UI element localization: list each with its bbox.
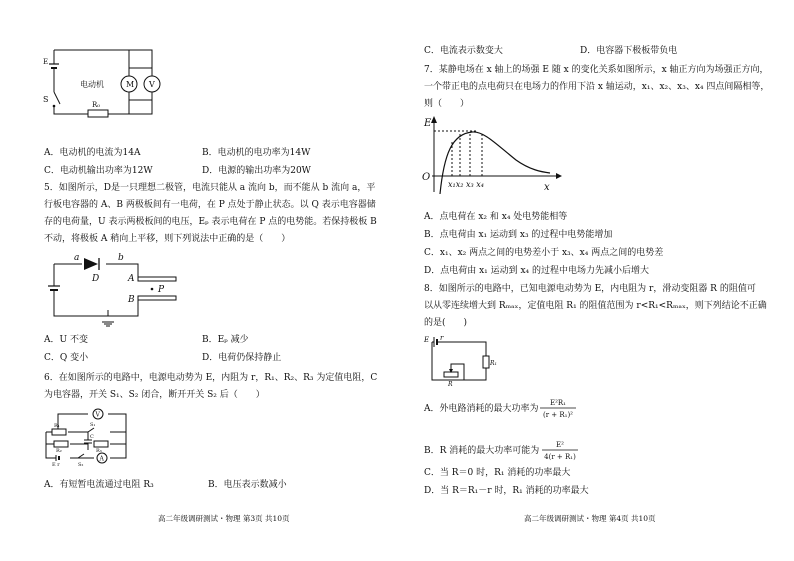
svg-text:R₀: R₀ bbox=[92, 101, 101, 109]
q8-circuit-diagram bbox=[424, 334, 496, 386]
svg-text:E: E bbox=[424, 336, 430, 344]
svg-text:E²R₁: E²R₁ bbox=[550, 399, 566, 407]
q5-line-1: 5．如图所示，D是一只理想二极管，电流只能从 a 流向 b，而不能从 b 流向 a，平 bbox=[44, 183, 376, 193]
svg-text:x: x bbox=[544, 182, 550, 193]
q7-option-a: A．点电荷在 x₂ 和 x₄ 处电势能相等 bbox=[424, 212, 568, 222]
footer-left: 高二年级调研测试・物理 第3页 共10页 bbox=[158, 514, 290, 523]
q7-option-c: C．x₁、x₂ 两点之间的电势差小于 x₃、x₄ 两点之间的电势差 bbox=[424, 248, 664, 258]
svg-text:O: O bbox=[422, 172, 431, 183]
q5-line-3: 存的电荷量，U 表示两极板间的电压，Eₚ 表示电荷在 P 点的电势能。若保持极板 B bbox=[44, 217, 377, 227]
svg-text:D: D bbox=[92, 274, 100, 284]
svg-text:S₁: S₁ bbox=[90, 422, 96, 428]
q6-option-c: C．电流表示数变大 bbox=[424, 46, 503, 56]
svg-text:B: B bbox=[128, 295, 135, 305]
q7-option-d: D．点电荷由 x₁ 运动到 x₄ 的过程中电场力先减小后增大 bbox=[424, 266, 650, 276]
q5-option-a: A．U 不变 bbox=[44, 335, 88, 345]
svg-text:4(r + R₁): 4(r + R₁) bbox=[544, 453, 576, 461]
svg-text:x₁x₂ x₃ x₄: x₁x₂ x₃ x₄ bbox=[448, 180, 484, 189]
q4-option-b: B．电动机的电功率为14W bbox=[202, 148, 311, 158]
svg-text:M: M bbox=[126, 80, 135, 89]
q8-line-2: 以从零连续增大到 Rₘₐₓ，定值电阻 R₁ 的阻值范围为 r<R₁<Rₘₐₓ，则下列结论不正确 bbox=[424, 301, 767, 311]
q8-option-d: D．当 R＝R₁－r 时，R₁ 消耗的功率最大 bbox=[424, 486, 589, 496]
q5-line-4: 不动，将极板 A 稍向上平移，则下列说法中正确的是（ ） bbox=[44, 234, 291, 244]
svg-text:R₃: R₃ bbox=[96, 448, 102, 454]
svg-text:S: S bbox=[43, 95, 49, 104]
q6-option-d: D．电容器下极板带负电 bbox=[580, 46, 678, 56]
svg-text:V: V bbox=[95, 411, 100, 419]
svg-text:R₁: R₁ bbox=[490, 360, 497, 367]
svg-text:E: E bbox=[43, 58, 49, 66]
svg-text:A: A bbox=[99, 455, 104, 463]
q8-option-b-text: B．R 消耗的最大功率可能为 bbox=[424, 446, 540, 456]
svg-text:A: A bbox=[128, 274, 135, 284]
plate-a bbox=[138, 277, 176, 281]
q6-line-2: 为电容器，开关 S₁、S₂ 闭合，断开开关 S₂ 后（ ） bbox=[44, 390, 265, 400]
q5-option-b: B．Eₚ 减少 bbox=[202, 335, 249, 345]
svg-text:电动机: 电动机 bbox=[80, 80, 104, 89]
svg-text:a: a bbox=[74, 253, 80, 263]
q4-option-a: A．电动机的电流为14A bbox=[44, 148, 141, 158]
svg-text:(r + R₁)²: (r + R₁)² bbox=[542, 411, 574, 419]
q8-option-b-fraction bbox=[538, 438, 582, 462]
svg-text:E²: E² bbox=[556, 441, 564, 449]
q4-option-c: C．电动机输出功率为12W bbox=[44, 166, 153, 176]
svg-text:E: E bbox=[424, 118, 432, 129]
plate-b bbox=[138, 296, 176, 300]
q8-line-1: 8．如图所示的电路中，已知电源电动势为 E，内电阻为 r，滑动变阻器 R 的阻值可 bbox=[424, 284, 756, 294]
q6-option-a: A．有短暂电流通过电阻 R₃ bbox=[44, 480, 154, 490]
q5-circuit-diagram bbox=[44, 250, 204, 326]
diode-symbol bbox=[84, 258, 98, 270]
q8-option-c: C．当 R＝0 时，R₁ 消耗的功率最大 bbox=[424, 468, 571, 478]
svg-text:b: b bbox=[118, 253, 124, 263]
q8-option-a-text: A．外电路消耗的最大功率为 bbox=[424, 404, 539, 414]
q8-line-3: 的是( ) bbox=[424, 318, 468, 328]
point-p bbox=[151, 288, 154, 291]
svg-text:R₁: R₁ bbox=[54, 423, 60, 429]
q6-circuit-diagram bbox=[40, 404, 132, 468]
q4-circuit-diagram bbox=[40, 42, 170, 122]
svg-text:V: V bbox=[149, 80, 155, 89]
q4-option-d: D．电源的输出功率为20W bbox=[202, 166, 311, 176]
q6-option-b: B．电压表示数减小 bbox=[208, 480, 287, 490]
svg-text:S₂: S₂ bbox=[78, 462, 84, 468]
q5-line-2: 行板电容器的 A、B 两极板间有一电荷，在 P 点处于静止状态。以 Q 表示电容器储 bbox=[44, 200, 376, 210]
q8-option-a-fraction bbox=[536, 396, 580, 420]
q7-line-3: 则（ ） bbox=[424, 99, 470, 109]
q7-line-1: 7．某静电场在 x 轴上的场强 E 随 x 的变化关系如图所示，x 轴正方向为场强正方向， bbox=[424, 65, 769, 75]
svg-text:P: P bbox=[158, 285, 165, 295]
q7-e-x-graph bbox=[420, 114, 564, 196]
svg-text:R₂: R₂ bbox=[56, 448, 62, 454]
q7-line-2: 一个带正电的点电荷只在电场力的作用下沿 x 轴运动，x₁、x₂、x₃、x₄ 四点间隔相等， bbox=[424, 82, 770, 92]
r1-resistor bbox=[483, 356, 489, 368]
q5-option-c: C．Q 变小 bbox=[44, 353, 89, 363]
q6-line-1: 6．在如图所示的电路中，电源电动势为 E，内阻为 r，R₁、R₂、R₃ 为定值电阻，C bbox=[44, 373, 378, 383]
svg-text:R: R bbox=[448, 381, 453, 388]
svg-text:r: r bbox=[440, 334, 444, 342]
q7-option-b: B．点电荷由 x₁ 运动到 x₃ 的过程中电势能增加 bbox=[424, 230, 613, 240]
footer-right: 高二年级调研测试・物理 第4页 共10页 bbox=[524, 514, 656, 523]
svg-text:E r: E r bbox=[52, 462, 60, 468]
svg-text:C: C bbox=[90, 434, 94, 440]
q5-option-d: D．电荷仍保持静止 bbox=[202, 353, 282, 363]
